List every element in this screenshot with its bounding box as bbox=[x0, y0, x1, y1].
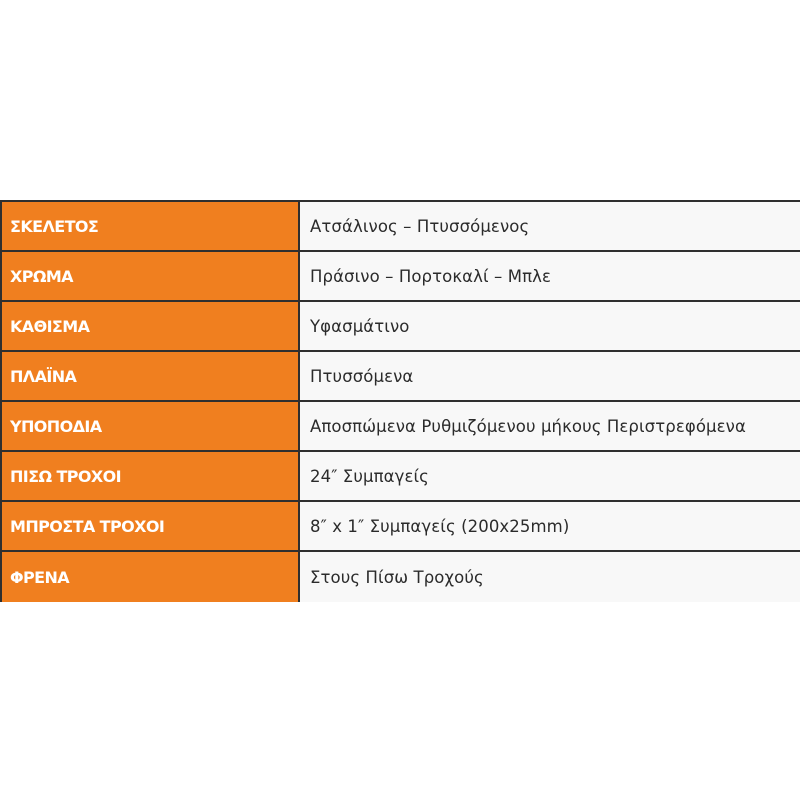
spec-label: ΦΡΕΝΑ bbox=[2, 552, 300, 602]
spec-value: Πτυσσόμενα bbox=[300, 352, 800, 400]
spec-label: ΣΚΕΛΕΤΟΣ bbox=[2, 202, 300, 250]
spec-value: Στους Πίσω Τροχούς bbox=[300, 552, 800, 602]
spec-row-front-wheels bbox=[2, 502, 800, 552]
spec-table bbox=[0, 200, 800, 602]
spec-label: ΠΙΣΩ ΤΡΟΧΟΙ bbox=[2, 452, 300, 500]
spec-value: 24″ Συμπαγείς bbox=[300, 452, 800, 500]
spec-label: ΜΠΡΟΣΤΑ ΤΡΟΧΟΙ bbox=[2, 502, 300, 550]
spec-value: Αποσπώμενα Ρυθμιζόμενου μήκους Περιστρεφόμενα bbox=[300, 402, 800, 450]
spec-label: ΠΛΑΪΝΑ bbox=[2, 352, 300, 400]
spec-label: ΥΠΟΠΟΔΙΑ bbox=[2, 402, 300, 450]
spec-row-sides bbox=[2, 352, 800, 402]
spec-label: ΧΡΩΜΑ bbox=[2, 252, 300, 300]
spec-row-frame bbox=[2, 202, 800, 252]
spec-row-seat bbox=[2, 302, 800, 352]
spec-row-color bbox=[2, 252, 800, 302]
spec-value: 8″ x 1″ Συμπαγείς (200x25mm) bbox=[300, 502, 800, 550]
spec-value: Πράσινο – Πορτοκαλί – Μπλε bbox=[300, 252, 800, 300]
spec-label: ΚΑΘΙΣΜΑ bbox=[2, 302, 300, 350]
spec-value: Ατσάλινος – Πτυσσόμενος bbox=[300, 202, 800, 250]
spec-value: Υφασμάτινο bbox=[300, 302, 800, 350]
spec-row-rear-wheels bbox=[2, 452, 800, 502]
spec-row-brakes bbox=[2, 552, 800, 602]
spec-row-footrests bbox=[2, 402, 800, 452]
